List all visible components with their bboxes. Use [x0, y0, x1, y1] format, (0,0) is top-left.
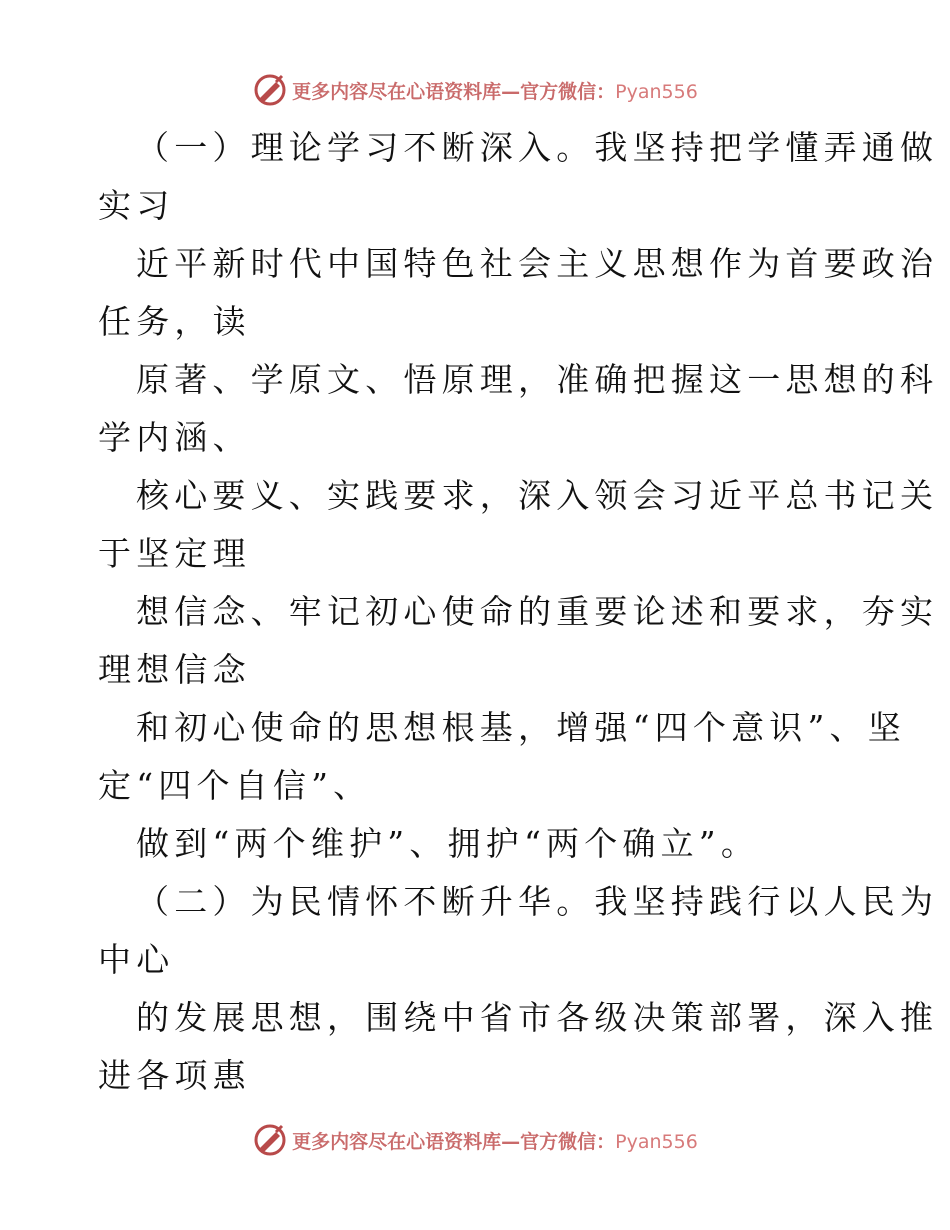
banner-text: 更多内容尽在心语资料库—官方微信：Pyan556	[292, 80, 698, 103]
text-line: 任务，读	[98, 302, 251, 341]
text-line: 进各项惠	[98, 1056, 251, 1095]
text-line: 原著、学原文、悟原理，准确把握这一思想的科	[136, 360, 939, 399]
text-line: 和初心使命的思想根基，增强“四个意识”、坚	[136, 708, 906, 747]
text-line: 近平新时代中国特色社会主义思想作为首要政治	[136, 244, 939, 283]
wechat-account: Pyan556	[615, 80, 698, 103]
text-line: 想信念、牢记初心使命的重要论述和要求，夯实	[136, 592, 939, 631]
text-line: （一）理论学习不断深入。我坚持把学懂弄通做	[136, 128, 939, 167]
text-line: 于坚定理	[98, 534, 251, 573]
text-line: 中心	[98, 940, 175, 979]
text-line: 定“四个自信”、	[98, 766, 372, 805]
text-line: 理想信念	[98, 650, 251, 689]
wechat-account: Pyan556	[615, 1130, 698, 1153]
footer-watermark-banner	[0, 1120, 950, 1160]
text-line: 学内涵、	[98, 418, 251, 457]
text-line: 实习	[98, 186, 175, 225]
pen-logo-icon	[252, 1122, 288, 1158]
text-line: （二）为民情怀不断升华。我坚持践行以人民为	[136, 882, 939, 921]
text-line: 做到“两个维护”、拥护“两个确立”。	[136, 824, 760, 863]
text-line: 核心要义、实践要求，深入领会习近平总书记关	[136, 476, 939, 515]
banner-text: 更多内容尽在心语资料库—官方微信：Pyan556	[292, 1130, 698, 1153]
pen-logo-icon	[252, 72, 288, 108]
text-line: 的发展思想，围绕中省市各级决策部署，深入推	[136, 998, 939, 1037]
header-watermark-banner	[0, 70, 950, 110]
